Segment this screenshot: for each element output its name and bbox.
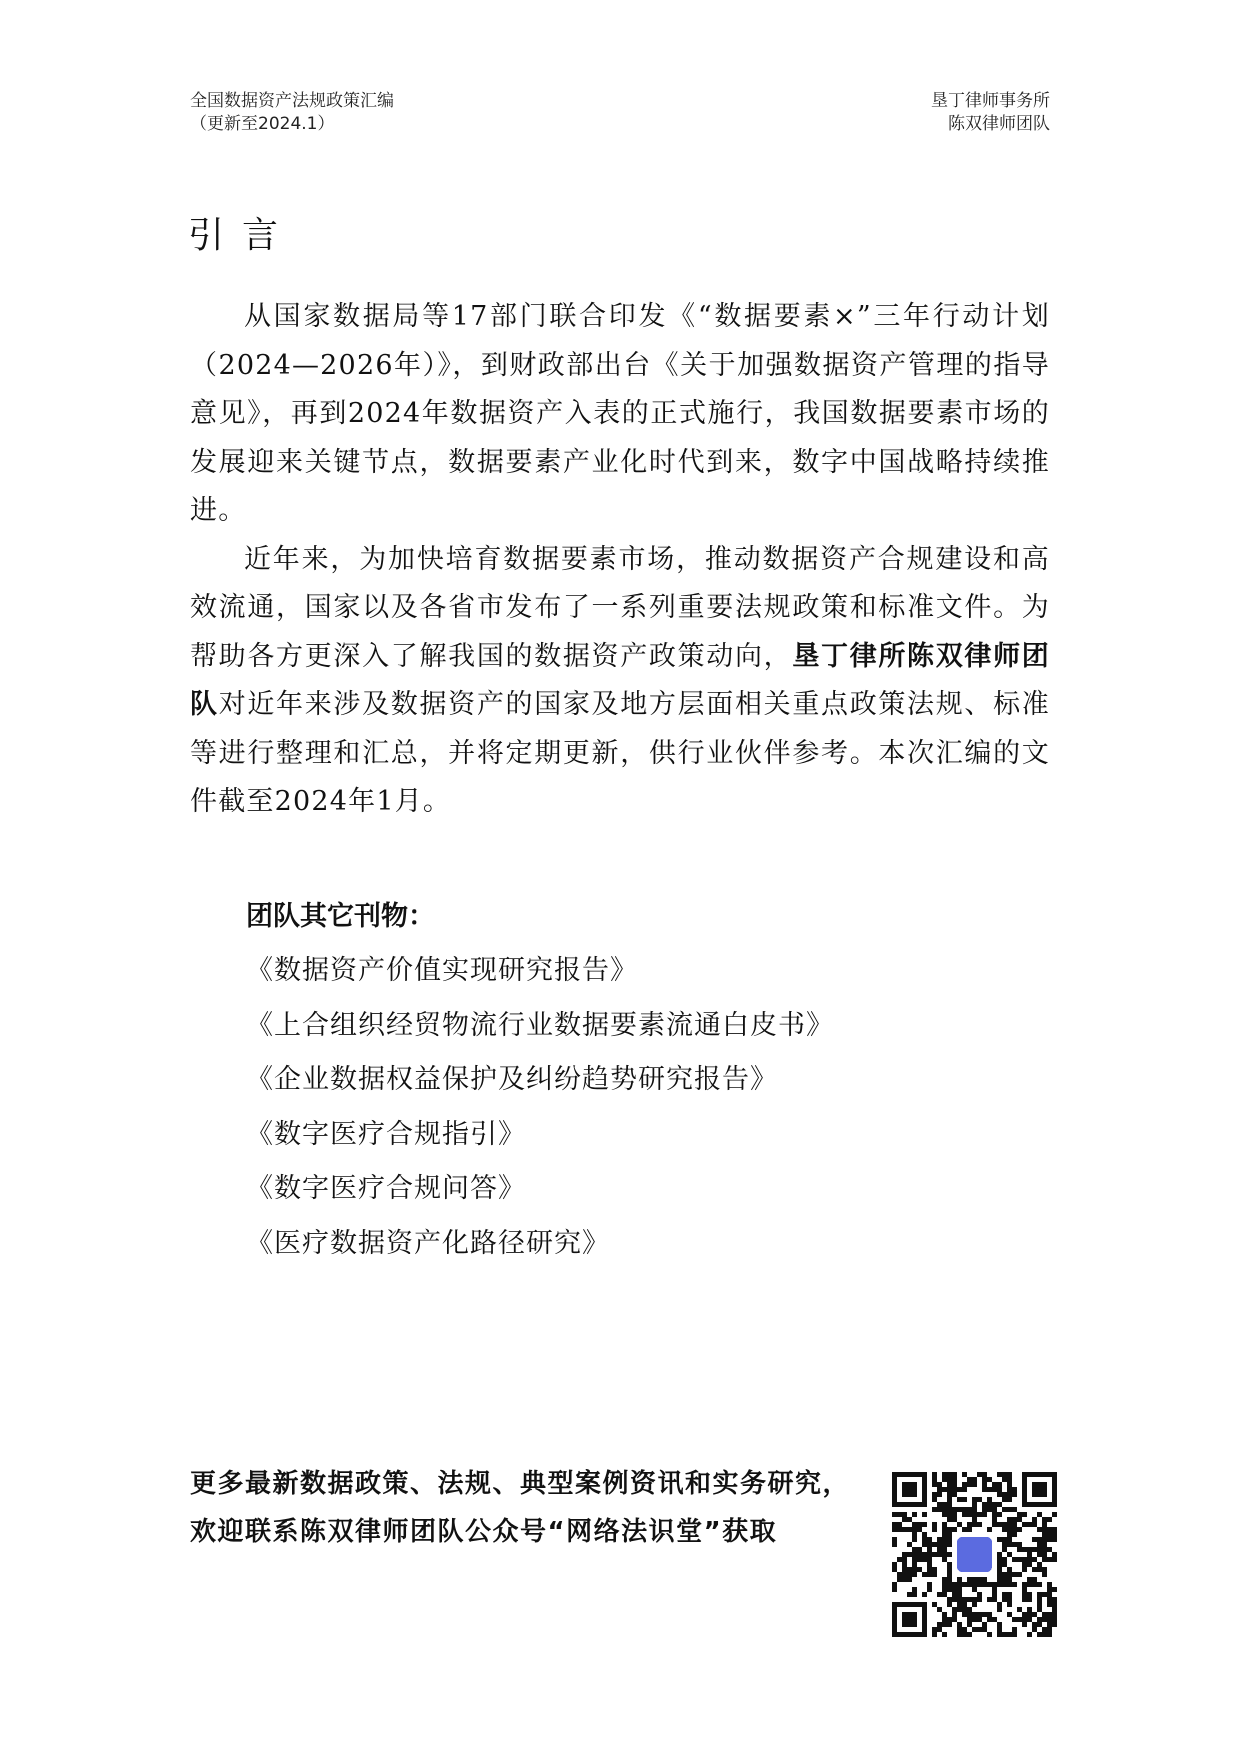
footer-line-1: 更多最新数据政策、法规、典型案例资讯和实务研究， <box>190 1469 851 1499</box>
update-note: （更新至2024.1） <box>190 114 335 134</box>
publication-item: 《数字医疗合规问答》 <box>246 1173 526 1204</box>
intro-paragraph-2-part2: 对近年来涉及数据资产的国家及地方层面相关重点政策法规、标准等进行整理和汇总，并将定期更新，供行业伙伴参考。本次汇编的文件截至2024年1月。 <box>190 689 1050 817</box>
wechat-qr-code <box>892 1472 1057 1637</box>
intro-paragraph-1: 从国家数据局等17部门联合印发《“数据要素×”三年行动计划（2024—2026年）》，到财政部出台《关于加强数据资产管理的指导意见》，再到2024年数据资产入表的正式施行，我国数据要素市场的发展迎来关键节点，数据要素产业化时代到来，数字中国战略持续推进。 <box>190 301 1050 526</box>
qr-center-logo <box>957 1537 992 1572</box>
publication-item: 《医疗数据资产化路径研究》 <box>246 1227 610 1259</box>
introduction-body <box>190 293 1050 827</box>
running-header-left <box>190 90 394 136</box>
publication-item: 《企业数据权益保护及纠纷趋势研究报告》 <box>246 1064 778 1095</box>
intro-paragraph-2 <box>190 536 1050 827</box>
publications-heading: 团队其它刊物： <box>246 901 435 932</box>
intro-paragraph-2-part1: 近年来，为加快培育数据要素市场，推动数据资产合规建设和高效流通，国家以及各省市发布了一系列重要法规政策和标准文件。为帮助各方更深入了解我国的数据资产政策动向， <box>190 543 1050 672</box>
publication-item: 《数据资产价值实现研究报告》 <box>246 955 638 986</box>
footer-line-2: 欢迎联系陈双律师团队公众号“网络法识堂”获取 <box>190 1517 778 1547</box>
team-highlight: 垦丁律所陈双律师团队 <box>190 640 1050 720</box>
running-header-right <box>931 90 1050 136</box>
law-firm-name: 垦丁律师事务所 <box>931 91 1050 111</box>
publications-list <box>246 944 1046 1271</box>
publications-section <box>246 890 1046 1271</box>
publication-item: 《数字医疗合规指引》 <box>246 1118 526 1150</box>
contact-footer <box>190 1460 880 1556</box>
page-title: 引言 <box>188 215 297 257</box>
publication-item: 《上合组织经贸物流行业数据要素流通白皮书》 <box>246 1009 834 1041</box>
compilation-title: 全国数据资产法规政策汇编 <box>190 91 394 111</box>
team-name: 陈双律师团队 <box>948 114 1050 134</box>
qr-code-image <box>892 1472 1057 1637</box>
